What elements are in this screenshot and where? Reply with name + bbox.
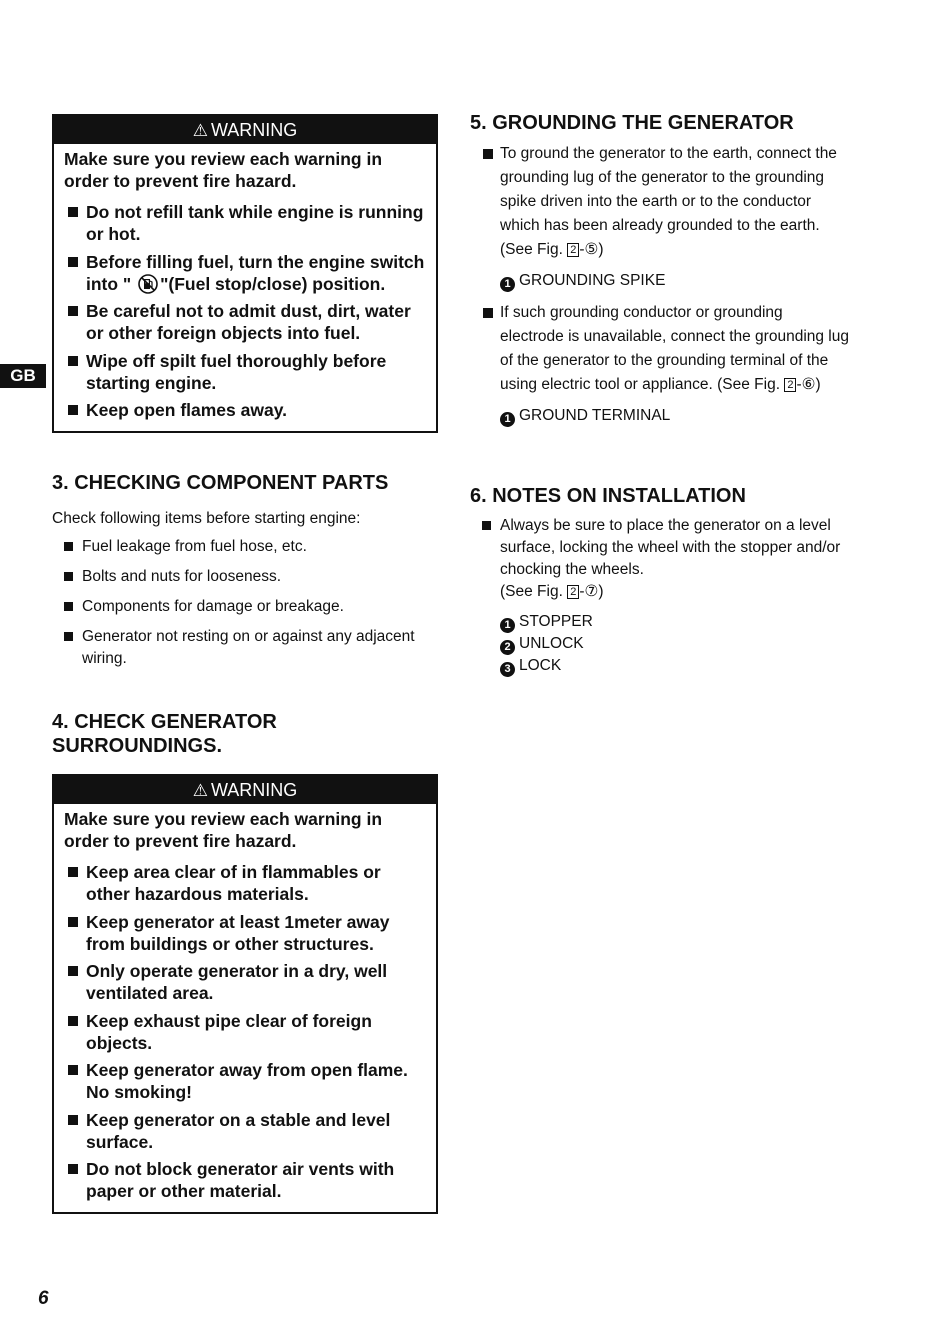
left-column [52,114,438,1214]
number-badge: 3 [500,662,515,677]
check-item: Bolts and nuts for looseness. [52,566,438,588]
figure-number: 2 [567,243,579,257]
warning-item: Before filling fuel, turn the engine switch into " "(Fuel stop/close) position. [64,251,426,295]
section5-title: 5. GROUNDING THE GENERATOR [470,112,794,134]
warning-body [54,804,436,1212]
number-badge: 1 [500,618,515,633]
warning-title: WARNING [210,120,298,140]
warning-item: Be careful not to admit dust, dirt, water or other foreign objects into fuel. [64,300,426,344]
warning-item: Keep generator at least 1meter away from buildings or other structures. [64,911,426,955]
warning-item: Do not refill tank while engine is running or hot. [64,201,426,245]
warning-triangle-icon: ⚠ [192,121,208,140]
part-item: 2 UNLOCK [500,633,850,655]
grounding-sub-item: 1 GROUND TERMINAL [470,405,850,427]
section3-list [52,536,438,670]
section6-title: 6. NOTES ON INSTALLATION [470,485,746,507]
part-item: 3 LOCK [500,655,850,677]
section5-list [470,142,850,262]
warning-list [64,861,426,1202]
installation-item: Always be sure to place the generator on a level surface, locking the wheel with the stopper and/or chocking the wheels. (See Fig. 2 -⑦) [470,515,850,603]
section4-title: 4. CHECK GENERATOR SURROUNDINGS. [52,711,277,757]
grounding-item: If such grounding conductor or grounding electrode is unavailable, connect the grounding lug of the generator to the grounding terminal of the using electric tool or appliance. (See Fig. 2 -⑥) [470,301,850,397]
check-item: Generator not resting on or against any adjacent wiring. [52,626,438,670]
section3-title: 3. CHECKING COMPONENT PARTS [52,472,389,494]
warning-intro: Make sure you review each warning in order to prevent fire hazard. [64,809,383,851]
grounding-item: To ground the generator to the earth, connect the grounding lug of the generator to the grounding spike driven into the earth or to the conductor which has been already grounded to the earth. (See Fig. 2 -⑤) [470,142,850,262]
warning-triangle-icon: ⚠ [192,781,208,800]
number-badge: 2 [500,640,515,655]
language-tab: GB [0,364,46,388]
right-column [470,111,850,677]
fuel-warning-box [52,114,438,433]
installation-parts [470,611,850,677]
page-number: 6 [38,1288,49,1309]
warning-item: Keep generator away from open flame. No smoking! [64,1059,426,1103]
section5-list [470,301,850,397]
section6-list [470,515,850,603]
check-item: Fuel leakage from fuel hose, etc. [52,536,438,558]
number-badge: 1 [500,277,515,292]
figure-number: 2 [784,378,796,392]
number-badge: 1 [500,412,515,427]
warning-list [64,201,426,421]
warning-item: Keep generator on a stable and level surface. [64,1109,426,1153]
warning-item: Keep exhaust pipe clear of foreign objects. [64,1010,426,1054]
check-item: Components for damage or breakage. [52,596,438,618]
warning-item: Only operate generator in a dry, well ventilated area. [64,960,426,1004]
surroundings-warning-box [52,774,438,1214]
warning-header [54,116,436,144]
warning-item: Keep area clear of in flammables or other hazardous materials. [64,861,426,905]
grounding-sub-item: 1 GROUNDING SPIKE [470,270,850,292]
warning-item: Wipe off spilt fuel thoroughly before starting engine. [64,350,426,394]
warning-intro: Make sure you review each warning in order to prevent fire hazard. [64,149,383,191]
warning-item: Keep open flames away. [64,399,426,421]
warning-header [54,776,436,804]
figure-number: 2 [567,585,579,599]
warning-item: Do not block generator air vents with paper or other material. [64,1158,426,1202]
warning-title: WARNING [210,780,298,800]
section3-intro: Check following items before starting engine: [52,510,361,527]
warning-body [54,144,436,431]
part-item: 1 STOPPER [500,611,850,633]
fuel-stop-icon [138,274,158,294]
